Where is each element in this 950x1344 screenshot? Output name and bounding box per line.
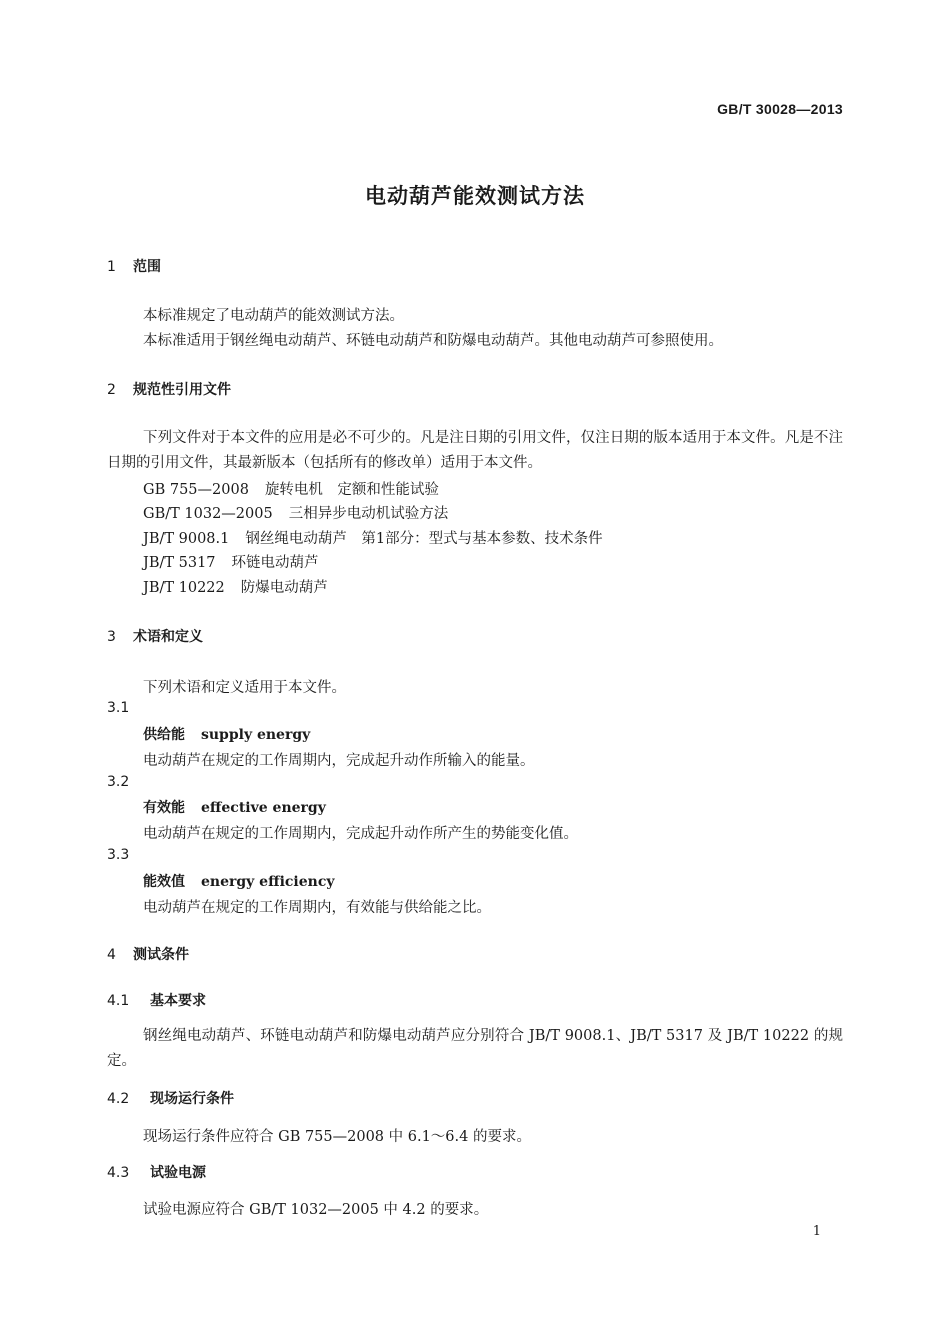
- subsection-4-2-heading: [107, 1088, 234, 1108]
- term-heading: [143, 797, 326, 817]
- subsection-title: 现场运行条件: [150, 1091, 234, 1107]
- section-number: 4: [107, 947, 116, 963]
- paragraph: 试验电源应符合 GB/T 1032—2005 中 4.2 的要求。: [143, 1202, 489, 1218]
- page-number: 1: [812, 1224, 821, 1239]
- reference-name: 防爆电动葫芦: [240, 580, 328, 596]
- section-number: 2: [107, 382, 116, 398]
- term-en: effective energy: [201, 800, 326, 816]
- section-title: 规范性引用文件: [133, 382, 231, 398]
- subsection-title: 试验电源: [150, 1165, 206, 1181]
- section-1-heading: [107, 256, 161, 276]
- reference-code: JB/T 5317: [143, 555, 216, 571]
- term-definition: 电动葫芦在规定的工作周期内，完成起升动作所产生的势能变化值。: [143, 826, 578, 842]
- reference-item: [143, 527, 603, 548]
- section-number: 3: [107, 629, 116, 645]
- term-number: 3.2: [107, 774, 130, 790]
- term-heading: [143, 871, 334, 891]
- section-4-heading: [107, 944, 189, 964]
- section-title: 术语和定义: [133, 629, 203, 645]
- reference-item: [143, 551, 319, 572]
- subsection-number: 4.2: [107, 1091, 130, 1107]
- standard-number: GB/T 30028—2013: [717, 101, 843, 117]
- reference-name: 旋转电机 定额和性能试验: [264, 482, 439, 498]
- paragraph: 本标准规定了电动葫芦的能效测试方法。: [143, 308, 404, 324]
- term-definition: 电动葫芦在规定的工作周期内，完成起升动作所输入的能量。: [143, 753, 535, 769]
- paragraph: 下列文件对于本文件的应用是必不可少的。凡是注日期的引用文件，仅注日期的版本适用于本文件。凡是不注日期的引用文件，其最新版本（包括所有的修改单）适用于本文件。: [107, 430, 843, 471]
- reference-name: 三相异步电动机试验方法: [288, 506, 449, 522]
- paragraph: 现场运行条件应符合 GB 755—2008 中 6.1～6.4 的要求。: [143, 1129, 531, 1145]
- subsection-4-3-heading: [107, 1162, 206, 1182]
- reference-item: [143, 478, 439, 499]
- section-title: 测试条件: [133, 947, 189, 963]
- subsection-4-1-heading: [107, 990, 206, 1010]
- term-number: 3.3: [107, 847, 130, 863]
- section-2-heading: [107, 379, 231, 399]
- reference-code: GB/T 1032—2005: [143, 506, 273, 522]
- subsection-title: 基本要求: [150, 993, 206, 1009]
- section-number: 1: [107, 259, 116, 275]
- term-zh: 供给能: [143, 727, 185, 743]
- reference-item: [143, 502, 448, 523]
- reference-code: JB/T 9008.1: [143, 531, 230, 547]
- document-title: 电动葫芦能效测试方法: [365, 184, 585, 208]
- term-definition: 电动葫芦在规定的工作周期内，有效能与供给能之比。: [143, 900, 491, 916]
- reference-item: [143, 576, 328, 597]
- term-en: supply energy: [201, 727, 311, 743]
- subsection-number: 4.1: [107, 993, 130, 1009]
- term-en: energy efficiency: [201, 874, 335, 890]
- term-zh: 有效能: [143, 800, 185, 816]
- reference-name: 钢丝绳电动葫芦 第1部分：型式与基本参数、技术条件: [245, 531, 603, 547]
- reference-code: JB/T 10222: [143, 580, 225, 596]
- term-number: 3.1: [107, 700, 130, 716]
- paragraph: 下列术语和定义适用于本文件。: [143, 680, 346, 696]
- subsection-number: 4.3: [107, 1165, 130, 1181]
- reference-code: GB 755—2008: [143, 482, 249, 498]
- section-title: 范围: [133, 259, 161, 275]
- paragraph: 本标准适用于钢丝绳电动葫芦、环链电动葫芦和防爆电动葫芦。其他电动葫芦可参照使用。: [143, 333, 723, 349]
- section-3-heading: [107, 626, 203, 646]
- paragraph: 钢丝绳电动葫芦、环链电动葫芦和防爆电动葫芦应分别符合 JB/T 9008.1、JB/T 5317 及 JB/T 10222 的规定。: [107, 1028, 843, 1069]
- reference-name: 环链电动葫芦: [231, 555, 319, 571]
- term-heading: [143, 724, 310, 744]
- term-zh: 能效值: [143, 874, 185, 890]
